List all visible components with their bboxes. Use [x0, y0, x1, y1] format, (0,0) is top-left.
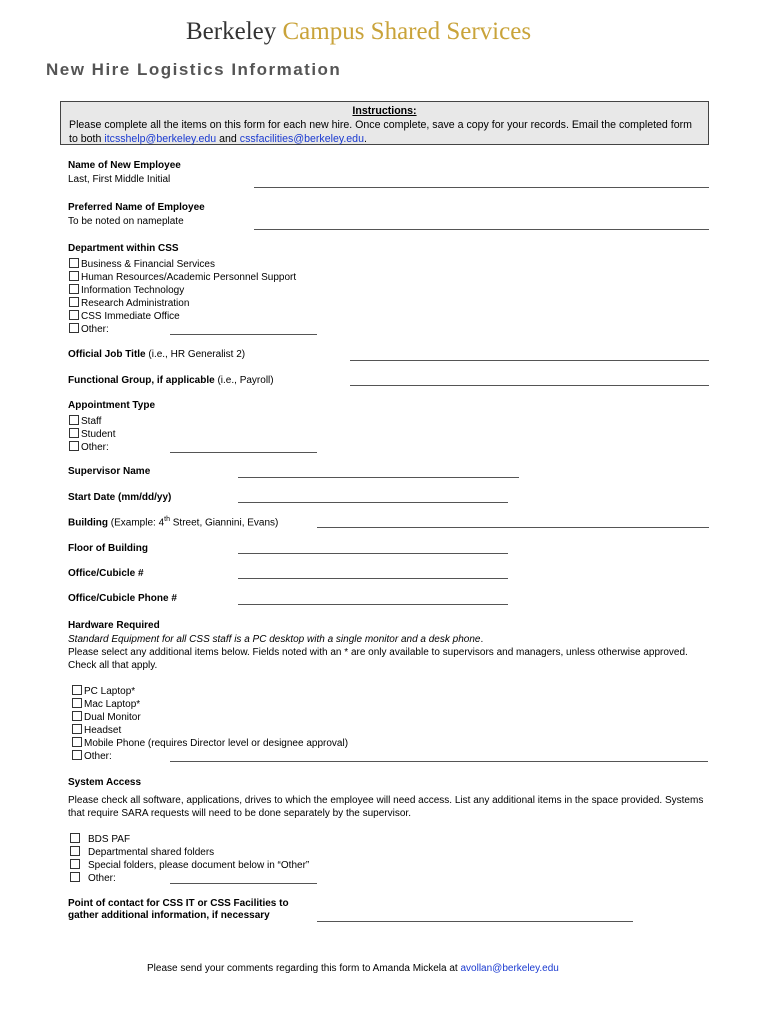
- system-access-label: System Access: [68, 777, 142, 788]
- functional-group-field[interactable]: [350, 385, 709, 386]
- start-date-label: Start Date (mm/dd/yy): [68, 492, 172, 503]
- checkbox[interactable]: [72, 685, 82, 695]
- preferred-name-field[interactable]: [254, 229, 709, 230]
- hardware-instructions: Please select any additional items below. Fields noted with an * are only available to supervisors and managers, unless otherwise approved. Check all that apply.: [68, 647, 688, 671]
- system-access-instructions: Please check all software, applications, drives to which the employee will need access. List any additional items in the space provided. Systems that require SARA requests will need to be done separately by the supervisor.: [68, 795, 704, 819]
- office-phone-label: Office/Cubicle Phone #: [68, 593, 177, 604]
- page-title: New Hire Logistics Information: [46, 60, 342, 79]
- hardware-option-other[interactable]: Other:: [72, 750, 112, 762]
- job-title-label: Official Job Title (i.e., HR Generalist 2): [68, 349, 246, 360]
- start-date-field[interactable]: [238, 502, 508, 503]
- department-option-business[interactable]: Business & Financial Services: [69, 258, 215, 270]
- checkbox[interactable]: [72, 737, 82, 747]
- department-option-research[interactable]: Research Administration: [69, 297, 189, 309]
- hardware-option-mobile-phone[interactable]: Mobile Phone (requires Director level or designee approval): [72, 737, 348, 749]
- system-option-special-folders[interactable]: Special folders, please document below in “Other”: [70, 859, 309, 871]
- checkbox[interactable]: [69, 441, 79, 451]
- system-option-other[interactable]: Other:: [70, 872, 116, 884]
- logo-berkeley: Berkeley: [186, 18, 277, 45]
- floor-label: Floor of Building: [68, 543, 148, 554]
- contact-field[interactable]: [317, 921, 633, 922]
- job-title-field[interactable]: [350, 360, 709, 361]
- preferred-name-hint: To be noted on nameplate: [68, 216, 184, 227]
- functional-group-label: Functional Group, if applicable (i.e., Payroll): [68, 375, 274, 386]
- supervisor-name-label: Supervisor Name: [68, 466, 151, 477]
- supervisor-name-field[interactable]: [238, 477, 519, 478]
- cssfacilities-email-link[interactable]: cssfacilities@berkeley.edu: [239, 133, 364, 145]
- department-option-other[interactable]: Other:: [69, 323, 109, 335]
- office-cubicle-label: Office/Cubicle #: [68, 568, 144, 579]
- hardware-label: Hardware Required: [68, 620, 160, 631]
- preferred-name-label: Preferred Name of Employee: [68, 202, 205, 213]
- checkbox[interactable]: [69, 428, 79, 438]
- appointment-option-other[interactable]: Other:: [69, 441, 109, 453]
- contact-label-line1: Point of contact for CSS IT or CSS Facilities to: [68, 898, 289, 909]
- checkbox[interactable]: [69, 271, 79, 281]
- logo-campus-shared-services: Campus Shared Services: [282, 18, 532, 45]
- office-phone-field[interactable]: [238, 604, 508, 605]
- checkbox[interactable]: [70, 859, 80, 869]
- employee-name-field[interactable]: [254, 187, 709, 188]
- checkbox[interactable]: [72, 698, 82, 708]
- instructions-box: [60, 101, 709, 145]
- employee-name-label: Name of New Employee: [68, 160, 181, 171]
- checkbox[interactable]: [70, 833, 80, 843]
- footer-comments: Please send your comments regarding this form to Amanda Mickela at avollan@berkeley.edu: [147, 963, 559, 974]
- hardware-option-headset[interactable]: Headset: [72, 724, 121, 736]
- instructions-heading: Instructions:: [352, 105, 417, 117]
- footer-email-link[interactable]: avollan@berkeley.edu: [460, 963, 559, 974]
- hardware-standard-note: Standard Equipment for all CSS staff is a PC desktop with a single monitor and a desk phone.: [68, 634, 484, 645]
- office-cubicle-field[interactable]: [238, 578, 508, 579]
- checkbox[interactable]: [69, 323, 79, 333]
- system-other-field[interactable]: [170, 883, 317, 884]
- department-option-immediate-office[interactable]: CSS Immediate Office: [69, 310, 180, 322]
- checkbox[interactable]: [72, 750, 82, 760]
- checkbox[interactable]: [69, 415, 79, 425]
- instructions-text: Please complete all the items on this form for each new hire. Once complete, save a copy for your records. Email the completed form to both itcsshelp@berkeley.edu and cssfacilities@berkeley.edu.: [69, 119, 692, 145]
- hardware-other-field[interactable]: [170, 761, 708, 762]
- hardware-option-pc-laptop[interactable]: PC Laptop*: [72, 685, 135, 697]
- employee-name-hint: Last, First Middle Initial: [68, 174, 171, 185]
- department-option-hr[interactable]: Human Resources/Academic Personnel Support: [69, 271, 296, 283]
- system-option-bds-paf[interactable]: BDS PAF: [70, 833, 130, 845]
- hardware-option-mac-laptop[interactable]: Mac Laptop*: [72, 698, 140, 710]
- floor-field[interactable]: [238, 553, 508, 554]
- contact-label-line2: gather additional information, if necessary: [68, 910, 270, 921]
- appointment-type-label: Appointment Type: [68, 400, 156, 411]
- building-label: Building (Example: 4th Street, Giannini, Evans): [68, 516, 279, 529]
- appointment-option-student[interactable]: Student: [69, 428, 115, 440]
- checkbox[interactable]: [69, 297, 79, 307]
- checkbox[interactable]: [69, 284, 79, 294]
- system-option-shared-folders[interactable]: Departmental shared folders: [70, 846, 214, 858]
- building-field[interactable]: [317, 527, 709, 528]
- berkeley-css-logo: [186, 18, 531, 46]
- checkbox[interactable]: [72, 724, 82, 734]
- checkbox[interactable]: [70, 872, 80, 882]
- department-option-it[interactable]: Information Technology: [69, 284, 184, 296]
- checkbox[interactable]: [72, 711, 82, 721]
- department-label: Department within CSS: [68, 243, 179, 254]
- itcsshelp-email-link[interactable]: itcsshelp@berkeley.edu: [104, 133, 217, 145]
- appointment-option-staff[interactable]: Staff: [69, 415, 101, 427]
- checkbox[interactable]: [69, 258, 79, 268]
- checkbox[interactable]: [70, 846, 80, 856]
- checkbox[interactable]: [69, 310, 79, 320]
- department-other-field[interactable]: [170, 334, 317, 335]
- appointment-other-field[interactable]: [170, 452, 317, 453]
- hardware-option-dual-monitor[interactable]: Dual Monitor: [72, 711, 141, 723]
